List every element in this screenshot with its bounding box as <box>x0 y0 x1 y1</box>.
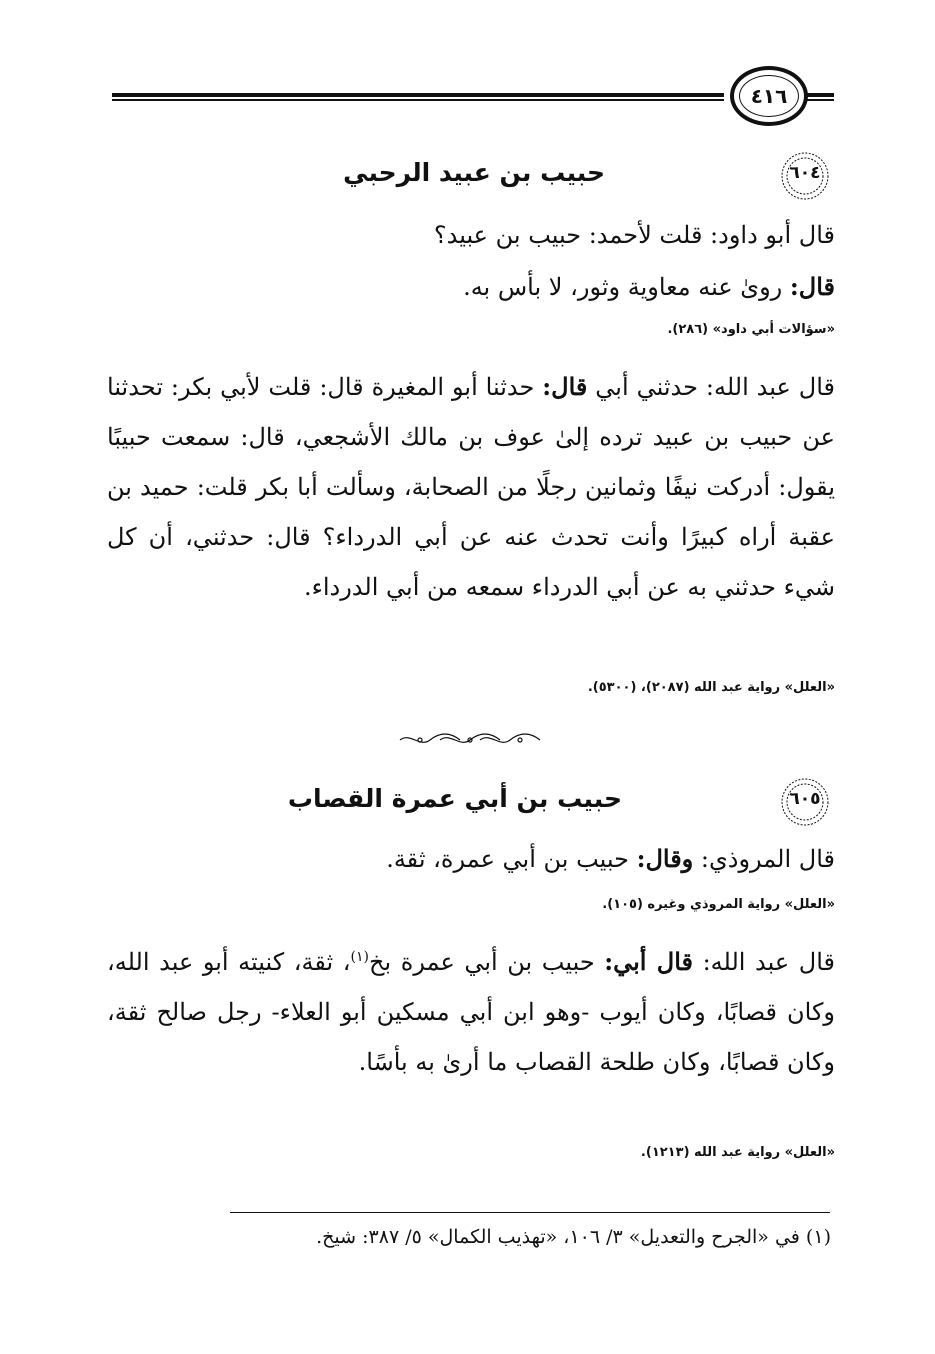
text-span: حبيب بن أبي عمرة، ثقة. <box>386 845 637 873</box>
speaker-label: قال: <box>789 272 835 301</box>
entry-number-ornament <box>775 776 835 828</box>
source-citation: «العلل» رواية عبد الله (١٢١٣). <box>640 1145 835 1160</box>
text-span: حدثنا أبو المغيرة قال: قلت لأبي بكر: تحدثنا عن حبيب بن عبيد ترده إلىٰ عوف بن مالك الأشجعي، قال: سمعت حبيبًا يقول: أدركت نيفًا وثمانين رجلًا من الصحابة، وسألت أبا بكر قلت: حميد بن عقبة أراه كبيرًا وأنت تحدث عنه عن أبي الدرداء؟ قال: حدثني، أن كل شيء حدثني به عن أبي الدرداء سمعه من أبي الدرداء. <box>107 373 835 601</box>
header-rule <box>112 93 724 101</box>
speaker-label: وقال: <box>636 844 694 873</box>
page-header <box>112 70 834 140</box>
header-rule-end <box>806 93 834 101</box>
text-span: حبيب بن أبي عمرة بخ <box>369 948 605 976</box>
speaker-label: قال: <box>542 372 588 401</box>
entry-heading: حبيب بن عبيد الرحبي <box>343 158 605 187</box>
text-span: ، ثقة، كنيته أبو عبد الله، وكان قصابًا، وكان أيوب -وهو ابن أبي مسكين أبو العلاء- رجل صالح ثقة، وكان قصابًا، وكان طلحة القصاب ما أرىٰ به بأسًا. <box>107 948 835 1076</box>
text-span: قال عبد الله: <box>693 948 836 976</box>
text-line <box>107 834 835 884</box>
paragraph <box>107 932 835 1087</box>
paragraph <box>107 362 835 612</box>
source-citation: «العلل» رواية عبد الله (٢٠٨٧)، (٥٣٠٠). <box>587 680 835 695</box>
source-citation: «العلل» رواية المروذي وغيره (١٠٥). <box>602 897 835 912</box>
text-span: قال عبد الله: حدثني أبي <box>587 373 835 401</box>
entry-number: ٦٠٤ <box>789 163 821 183</box>
source-citation: «سؤالات أبي داود» (٢٨٦). <box>667 322 835 337</box>
page-number: ٤١٦ <box>750 84 788 108</box>
entry-heading: حبيب بن أبي عمرة القصاب <box>287 784 622 813</box>
text-span: رویٰ عنه معاوية وثور، لا بأس به. <box>463 273 790 301</box>
footnote-ref[interactable]: (١) <box>350 949 369 965</box>
text-span: قال المروذي: <box>693 845 835 873</box>
ornament-divider-icon <box>395 732 545 748</box>
entry-number-ornament <box>775 150 835 202</box>
text-line: قال أبو داود: قلت لأحمد: حبيب بن عبيد؟ <box>433 221 835 249</box>
speaker-label: قال أبي: <box>604 947 694 976</box>
entry-number: ٦٠٥ <box>789 789 821 809</box>
page-number-badge <box>730 66 808 126</box>
text-line <box>107 262 835 312</box>
footnote: (١) في «الجرح والتعديل» ٣/ ١٠٦، «تهذيب الكمال» ٥/ ٣٨٧: شيخ. <box>316 1226 831 1248</box>
footnote-rule <box>230 1212 830 1213</box>
